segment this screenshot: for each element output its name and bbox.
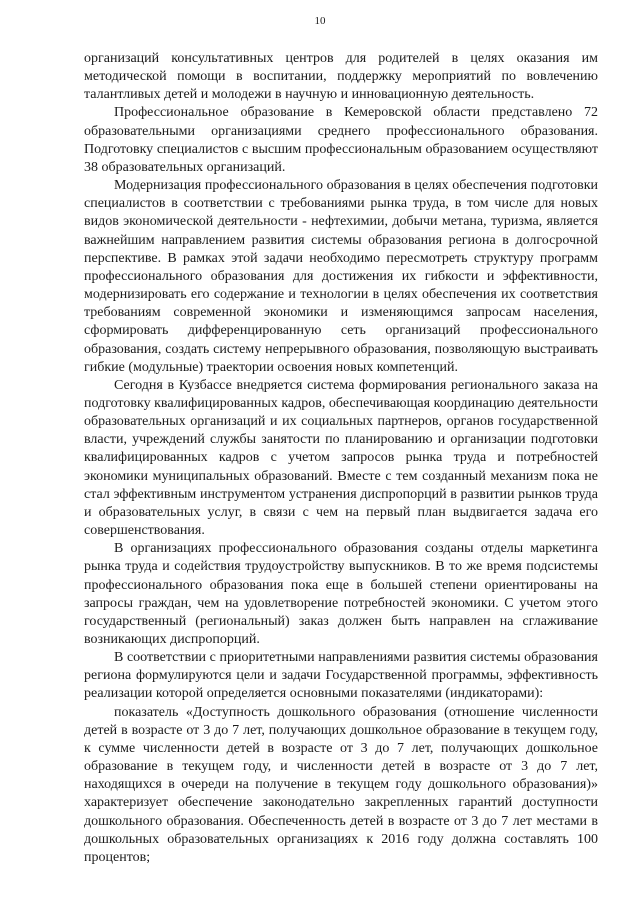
paragraph-program-goals: В соответствии с приоритетными направлениями развития системы образования региона формулируются цели и задачи Государственной программы, эффективность реализации которой определяется основными показателями (индикаторами):: [84, 650, 598, 702]
document-body: [84, 50, 598, 867]
paragraph-continuation: организаций консультативных центров для родителей в целях оказания им методической помощи в воспитании, поддержку мероприятий по вовлечению талантливых детей и молодежи в научную и инновационную деятельность.: [84, 51, 598, 103]
paragraph-vocational-institutions: Профессиональное образование в Кемеровской области представлено 72 образовательными организациями среднего профессионального образования. Подготовку специалистов с высшим профессиональным образованием осуществляют 38 образовательных организаций.: [84, 105, 598, 175]
paragraph-regional-order: Сегодня в Кузбассе внедряется система формирования регионального заказа на подготовку квалифицированных кадров, обеспечивающая координацию деятельности образовательных организаций и их социальных партнеров, органов государственной власти, учреждений службы занятости по планированию и организации подготовки квалифицированных кадров с учетом запросов рынка труда и потребностей экономики муниципальных образований. Вместе с тем созданный механизм пока не стал эффективным инструментом устранения диспропорций в развитии рынков труда и образовательных услуг, в связи с чем на первый план выдвигается задача его совершенствования.: [84, 377, 598, 539]
paragraph-marketing-departments: В организациях профессионального образования созданы отделы маркетинга рынка труда и содействия трудоустройству выпускников. В то же время подсистемы профессионального образования пока еще в большей степени ориентированы на запросы граждан, чем на удовлетворение потребностей экономики. С учетом этого государственный (региональный) заказ должен быть направлен на сглаживание возникающих диспропорций.: [84, 541, 598, 647]
page-number: 10: [314, 15, 326, 27]
paragraph-modernization: Модернизация профессионального образования в целях обеспечения подготовки специалистов в соответствии с требованиями рынка труда, в том числе для новых видов экономической деятельности - нефтехимии, добычи метана, туризма, является важнейшим направлением развития системы образования региона в долгосрочной перспективе. В рамках этой задачи необходимо пересмотреть структуру программ профессионального образования для достижения их гибкости и эффективности, модернизировать его содержание и технологии в целях обеспечения их соответствия требованиям современной экономики и изменяющимся запросам населения, сформировать дифференцированную сеть организаций профессионального образования, создать систему непрерывного образования, позволяющую выстраивать гибкие (модульные) траектории освоения новых компетенций.: [84, 178, 598, 375]
paragraph-preschool-indicator: показатель «Доступность дошкольного образования (отношение численности детей в возрасте от 3 до 7 лет, получающих дошкольное образование в текущем году, к сумме численности детей в возрасте от 3 до 7 лет, получающих дошкольное образование в текущем году, и численности детей в возрасте от 3 до 7 лет, находящихся в очереди на получение в текущем году дошкольного образования)» характеризует обеспечение законодательно закрепленных гарантий доступности дошкольного образования. Обеспеченность детей в возрасте от 3 до 7 лет местами в дошкольных образовательных организациях к 2016 году должна составлять 100 процентов;: [84, 704, 598, 865]
